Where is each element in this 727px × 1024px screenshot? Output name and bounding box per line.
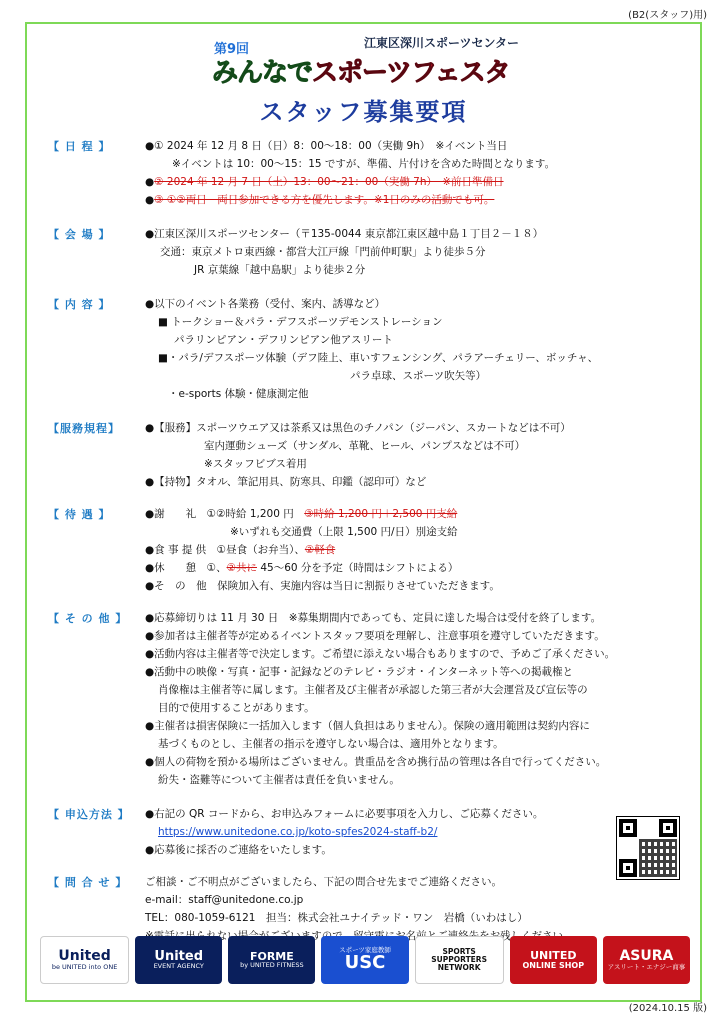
schedule-line-3 [145, 174, 504, 190]
logo-forme [228, 936, 315, 984]
content-line-6: ・e-sports 体験・健康測定他 [168, 388, 309, 400]
logo-online-shop-sub: ONLINE SHOP [522, 960, 585, 970]
apply-line-1: ●右記の QR コードから、お申込みフォームに必要事項を入力し、ご応募ください。 [145, 808, 544, 820]
logo-asura [603, 936, 690, 984]
qr-code[interactable] [616, 816, 680, 880]
contact-line-1: ご相談・ご不明点がございましたら、下記の問合せ先までご連絡ください。 [145, 876, 502, 888]
label-apply: 【 申込方法 】 [48, 808, 130, 821]
label-content: 【 内 容 】 [48, 298, 111, 311]
schedule-line-3-bullet: ● [145, 176, 155, 188]
treatment-break: ●休 憩 ①、 [145, 562, 227, 574]
treatment-break-struck: ②共に [226, 562, 257, 574]
label-other: 【 そ の 他 】 [48, 612, 128, 625]
label-schedule: 【 日 程 】 [48, 140, 111, 153]
version-label: (2024.10.15 版) [628, 1003, 707, 1014]
content-line-4: ■・パラ/デフスポーツ体験（デフ陸上、車いすフェンシング、パラアーチェリー、ボッチャ、 [158, 352, 599, 364]
contact-phone: TEL：080-1059-6121 担当：株式会社ユナイテッド・ワン 岩橋（いわはし） [145, 912, 528, 924]
logo-forme-text: FORME [249, 949, 294, 963]
schedule-line-2: ※イベントは 10：00～15：15 ですが、準備、片付けを含めた時間となります。 [172, 158, 556, 170]
treatment-pay-struck: ③時給 1,200 円＋2,500 円支給 [304, 508, 458, 520]
logo-usc-text: USC [344, 951, 386, 973]
apply-url-link[interactable]: https://www.unitedone.co.jp/koto-spfes2024-staff-b2/ [158, 826, 438, 838]
event-logo-part1: みんなで [212, 58, 313, 88]
dress-line-2: 室内運動シューズ（サンダル、革靴、ヒール、パンプスなどは不可） [204, 440, 526, 452]
content-line-1: ●以下のイベント各業務（受付、案内、誘導など） [145, 298, 386, 310]
logo-event-agency-text: United [154, 948, 204, 964]
label-venue: 【 会 場 】 [48, 228, 111, 241]
label-contact: 【 問 合 せ 】 [48, 876, 128, 889]
treatment-pay: ●謝 礼 ①②時給 1,200 円 [145, 508, 305, 520]
apply-line-3: ●応募後に採否のご連絡をいたします。 [145, 844, 332, 856]
schedule-line-4 [145, 192, 494, 208]
logo-forme-sub: by UNITED FITNESS [240, 961, 304, 970]
logo-usc [321, 936, 408, 984]
schedule-line-1: ●① 2024 年 12 月 8 日（日）8：00～18：00（実働 9h） ※イベント当日 [145, 140, 508, 152]
venue-line-2: 交通：東京メトロ東西線・都営大江戸線「門前仲町駅」より徒歩５分 [160, 246, 486, 258]
treatment-line-2: ※いずれも交通費（上限 1,500 円/日）別途支給 [230, 526, 458, 538]
other-line-10: 紛失・盗難等について主催者は責任を負いません。 [158, 774, 400, 786]
schedule-line-4-bullet: ● [145, 194, 155, 206]
dress-line-4: ●【持物】タオル、筆記用具、防寒具、印鑑（認印可）など [145, 476, 427, 488]
other-line-1: ●応募締切りは 11 月 30 日 ※募集期間内であっても、定員に達した場合は受付を終了します。 [145, 612, 602, 624]
organizer-name: 江東区深川スポーツセンター [364, 36, 520, 50]
treatment-meal-struck: ②軽食 [304, 544, 336, 556]
page-tag: (B2(スタッフ)用) [628, 10, 707, 21]
schedule-line-4-text: ③ ①②両日 両日参加できる方を優先します。※1日のみの活動でも可。 [154, 194, 495, 206]
other-line-6: 目的で使用することがあります。 [158, 702, 315, 714]
treatment-line-5: ●そ の 他 保険加入有、実施内容は当日に割振りさせていただきます。 [145, 580, 500, 592]
other-line-5: 肖像権は主催者等に属します。主催者及び主催者が承認した第三者が大会運営及び宣伝等の [158, 684, 588, 696]
venue-line-3: JR 京葉線「越中島駅」より徒歩２分 [194, 264, 366, 276]
edition-badge: 第9回 [214, 42, 250, 57]
other-line-7: ●主催者は損害保険に一括加入します（個人負担はありません）。保険の適用範囲は契約内容に [145, 720, 590, 732]
event-logo [212, 52, 510, 89]
logo-asura-sub: アスリート・エナジー商事 [607, 962, 686, 971]
other-line-8: 基づくものとし、主催者の指示を遵守しない場合は、適用外となります。 [158, 738, 504, 750]
other-line-2: ●参加者は主催者等が定めるイベントスタッフ要項を理解し、注意事項を遵守していただきます。 [145, 630, 605, 642]
logo-united-online-shop [510, 936, 597, 984]
logo-event-agency-sub: EVENT AGENCY [153, 962, 204, 971]
event-logo-part2: スポーツフェスタ [312, 58, 510, 88]
logo-online-shop-text: UNITED [530, 949, 577, 963]
logo-united-event-agency [135, 936, 222, 984]
venue-line-1: ●江東区深川スポーツセンター（〒135-0044 東京都江東区越中島１丁目２－１８） [145, 228, 544, 240]
other-line-3: ●活動内容は主催者等で決定します。ご希望に添えない場合もありますので、予めご了承ください。 [145, 648, 616, 660]
content-line-2: ■ トークショー＆パラ・デフスポーツデモンストレーション [158, 316, 443, 328]
dress-line-1: ●【服務】スポーツウエア又は茶系又は黒色のチノパン（ジーパン、スカートなどは不可） [145, 422, 571, 434]
treatment-line-3 [145, 542, 335, 558]
logo-ssn-text: SPORTS SUPPORTERS NETWORK [431, 947, 487, 972]
logo-united [40, 936, 129, 984]
logo-united-text: United [58, 948, 111, 965]
label-treatment: 【 待 遇 】 [48, 508, 111, 521]
schedule-line-3-text: ② 2024 年 12 月 7 日（土）13：00～21：00（実働 7h） ※前日準備日 [154, 176, 504, 188]
label-dress: 【服務規程】 [48, 422, 120, 435]
logo-sports-supporters-network [415, 936, 504, 984]
treatment-break-rest: 45～60 分を予定（時間はシフトによる） [257, 562, 459, 574]
content-line-3: パラリンピアン・デフリンピアン他アスリート [174, 334, 393, 346]
other-line-9: ●個人の荷物を預かる場所はございません。貴重品を含め携行品の管理は各自で行ってください。 [145, 756, 607, 768]
other-line-4: ●活動中の映像・写真・記事・記録などのテレビ・ラジオ・インターネット等への掲載権と [145, 666, 574, 678]
treatment-line-1 [145, 506, 457, 522]
logo-asura-text: ASURA [619, 948, 674, 965]
logo-united-sub: be UNITED into ONE [51, 962, 118, 971]
treatment-meal: ●食 事 提 供 ①昼食（お弁当）、 [145, 544, 305, 556]
logo-usc-top: スポーツ家庭教師 [339, 946, 391, 955]
dress-line-3: ※スタッフビブス着用 [204, 458, 307, 470]
sponsor-logos [40, 936, 690, 984]
content-line-5: パラ卓球、スポーツ吹矢等） [350, 370, 487, 382]
page-title: スタッフ募集要項 [259, 98, 468, 126]
contact-email: e-mail：staff@unitedone.co.jp [145, 894, 304, 906]
treatment-line-4 [145, 560, 458, 576]
